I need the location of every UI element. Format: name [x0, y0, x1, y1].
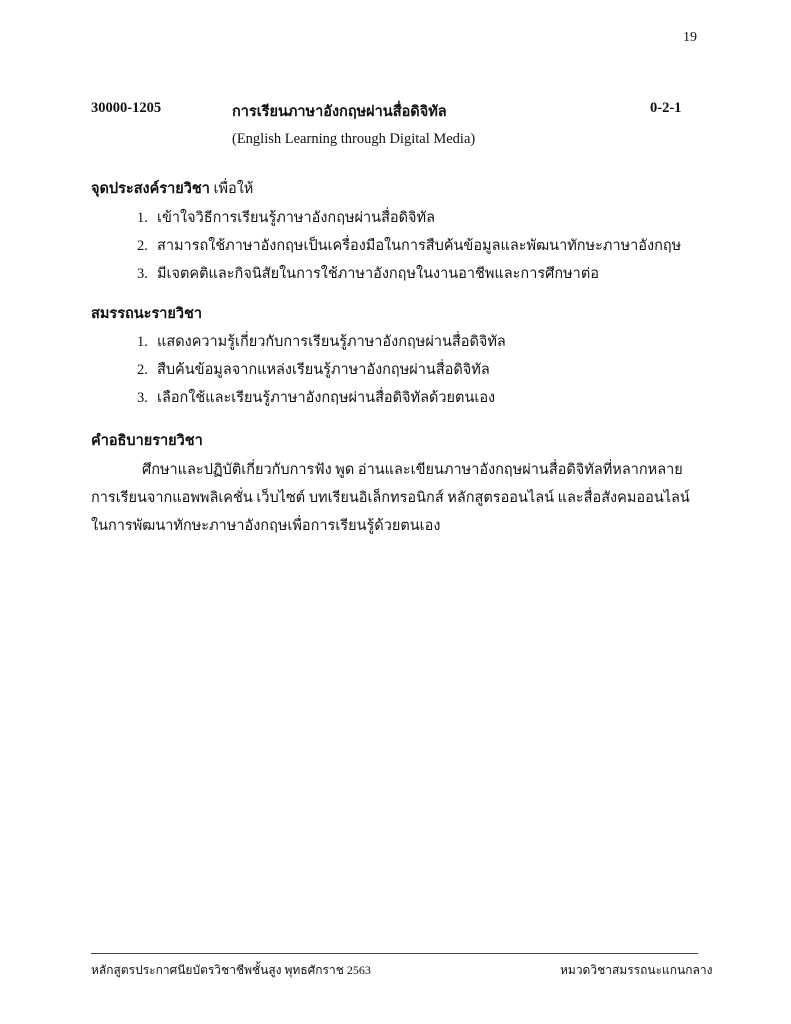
objective-number: 2.: [137, 238, 148, 254]
objective-text: มีเจตคติและกิจนิสัยในการใช้ภาษาอังกฤษในงานอาชีพและการศึกษาต่อ: [157, 266, 599, 282]
competency-item: [137, 358, 490, 381]
competencies-heading: สมรรถนะรายวิชา: [91, 306, 203, 322]
objective-item: [137, 206, 435, 229]
objectives-heading: [91, 177, 253, 200]
course-credits: 0-2-1: [650, 100, 682, 116]
description-line: ในการพัฒนาทักษะภาษาอังกฤษเพื่อการเรียนรู้ด้วยตนเอง: [91, 518, 441, 534]
competency-item: [137, 330, 506, 353]
objectives-heading-suffix: เพื่อให้: [213, 181, 254, 197]
competency-text: เลือกใช้และเรียนรู้ภาษาอังกฤษผ่านสื่อดิจิทัลด้วยตนเอง: [157, 390, 496, 406]
description-line: ศึกษาและปฏิบัติเกี่ยวกับการฟัง พูด อ่านและเขียนภาษาอังกฤษผ่านสื่อดิจิทัลที่หลากหลาย: [142, 462, 683, 478]
objective-item: [137, 262, 599, 285]
course-title-thai: การเรียนภาษาอังกฤษผ่านสื่อดิจิทัล: [232, 104, 447, 120]
objective-text: สามารถใช้ภาษาอังกฤษเป็นเครื่องมือในการสืบค้นข้อมูลและพัฒนาทักษะภาษาอังกฤษ: [157, 238, 682, 254]
competency-text: สืบค้นข้อมูลจากแหล่งเรียนรู้ภาษาอังกฤษผ่านสื่อดิจิทัล: [157, 362, 490, 378]
competency-item: [137, 386, 495, 409]
page-number: 19: [683, 30, 697, 45]
footer-divider: [91, 953, 698, 954]
course-code: 30000-1205: [91, 100, 162, 116]
objective-item: [137, 234, 681, 257]
competency-number: 1.: [137, 334, 148, 350]
description-line: การเรียนจากแอพพลิเคชั่น เว็บไซต์ บทเรียนอิเล็กทรอนิกส์ หลักสูตรออนไลน์ และสื่อสังคมออนไลน์: [91, 490, 690, 506]
competency-text: แสดงความรู้เกี่ยวกับการเรียนรู้ภาษาอังกฤษผ่านสื่อดิจิทัล: [157, 334, 506, 350]
objective-text: เข้าใจวิธีการเรียนรู้ภาษาอังกฤษผ่านสื่อดิจิทัล: [157, 210, 435, 226]
course-title-english: (English Learning through Digital Media): [232, 131, 476, 147]
footer-curriculum-title: หลักสูตรประกาศนียบัตรวิชาชีพชั้นสูง พุทธศักราช 2563: [91, 963, 371, 977]
competency-number: 3.: [137, 390, 148, 406]
objective-number: 3.: [137, 266, 148, 282]
competency-number: 2.: [137, 362, 148, 378]
objective-number: 1.: [137, 210, 148, 226]
description-heading: คำอธิบายรายวิชา: [91, 433, 203, 449]
objectives-heading-label: จุดประสงค์รายวิชา: [91, 181, 210, 197]
footer-category: หมวดวิชาสมรรถนะแกนกลาง: [560, 963, 713, 977]
